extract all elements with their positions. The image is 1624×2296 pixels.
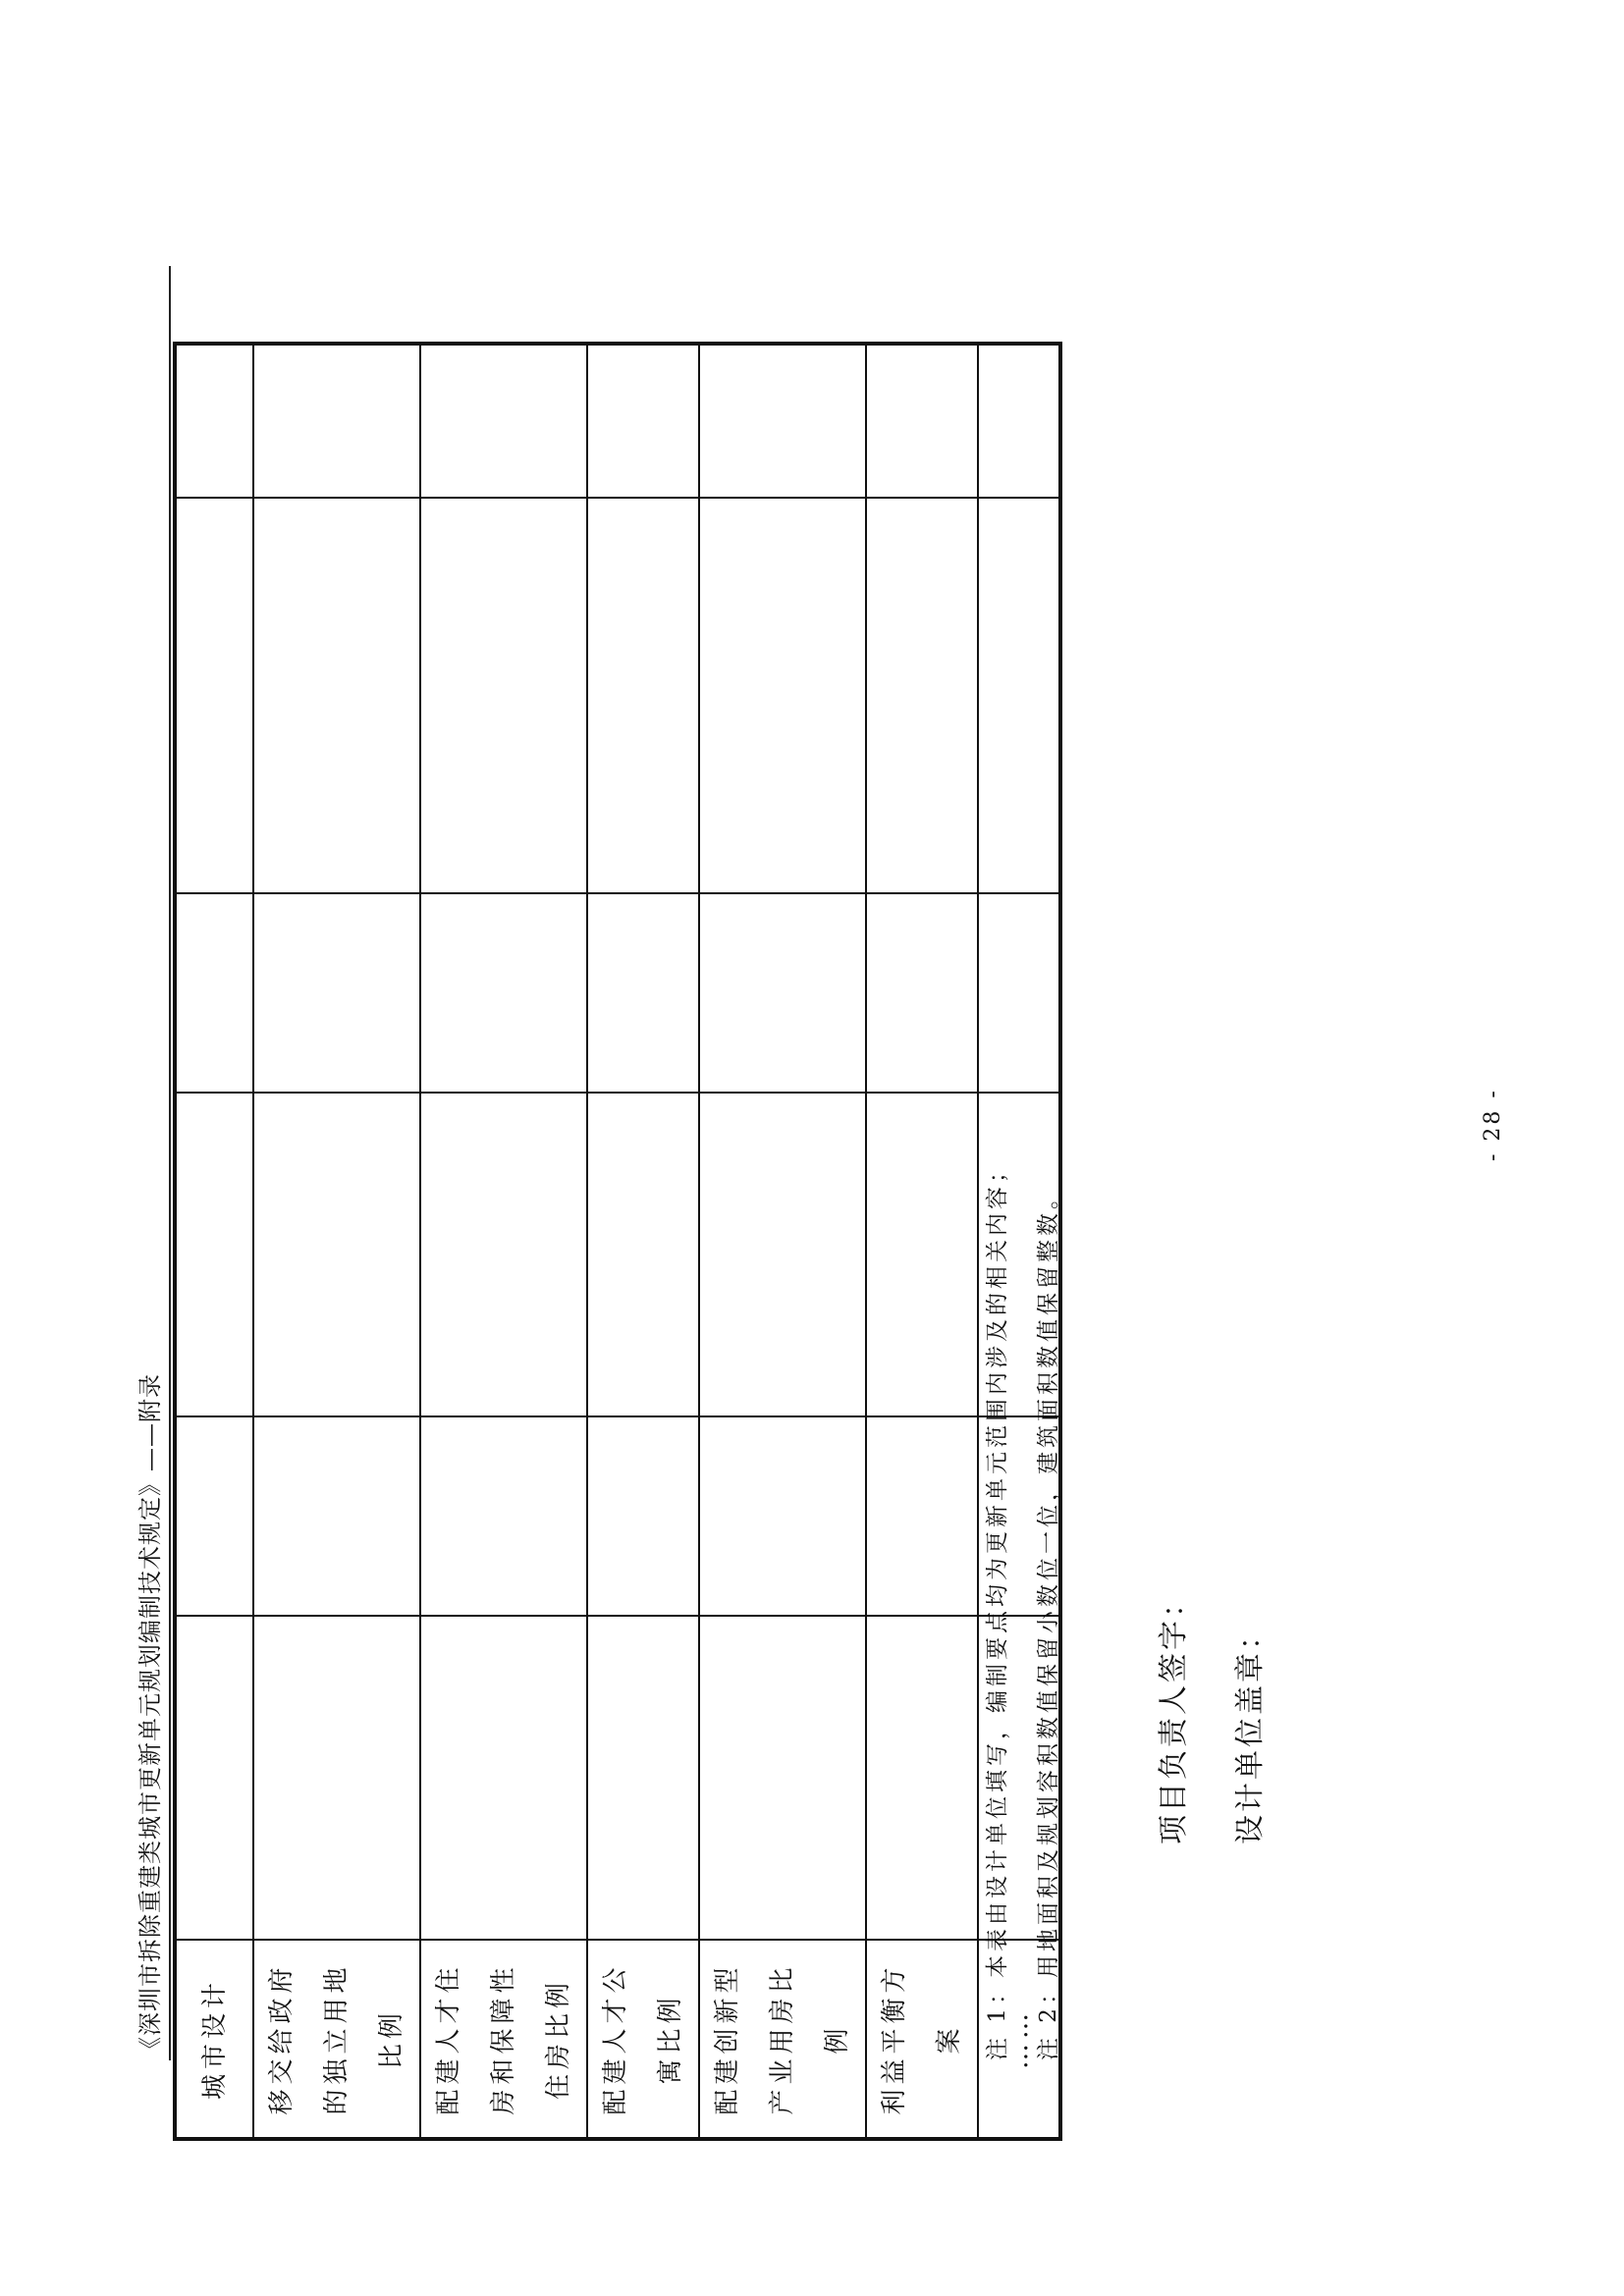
header-divider [169, 266, 171, 2060]
table-cell [587, 498, 699, 893]
table-cell [420, 498, 587, 893]
table-cell [699, 1093, 866, 1416]
table-cell [175, 498, 253, 893]
table-cell [866, 1616, 978, 1940]
table-cell [866, 1093, 978, 1416]
table-cell [587, 1093, 699, 1416]
row-label-urban-design: 城市设计 [175, 1940, 253, 2139]
table-cell [978, 344, 1060, 498]
table-cell [253, 344, 420, 498]
row-label-industrial-space: 配建创新型产业用房比例 [699, 1940, 866, 2139]
table-cell [175, 893, 253, 1093]
table-cell [587, 344, 699, 498]
table-row [420, 344, 587, 2139]
table-cell [175, 344, 253, 498]
table-cell [866, 893, 978, 1093]
page-header: 《深圳市拆除重建类城市更新单元规划编制技术规定》——附录 [136, 1373, 164, 2060]
row-label-talent-apartment: 配建人才公寓比例 [587, 1940, 699, 2139]
table-cell [699, 1616, 866, 1940]
table-cell [866, 344, 978, 498]
design-unit-seal-label: 设计单位盖章： [1233, 1618, 1268, 1844]
table-row [587, 344, 699, 2139]
table-cell [420, 1416, 587, 1616]
table-cell [253, 893, 420, 1093]
table-cell [253, 1616, 420, 1940]
table-cell [253, 1093, 420, 1416]
project-lead-signature-label: 项目负责人签字： [1157, 1585, 1191, 1844]
table-cell [978, 893, 1060, 1093]
table-row [253, 344, 420, 2139]
table-row [866, 344, 978, 2139]
table-row [175, 344, 253, 2139]
table-row [699, 344, 866, 2139]
table-cell [420, 344, 587, 498]
table-cell [866, 498, 978, 893]
notes-block [978, 1156, 1080, 2060]
note-2: 注 2：用地面积及规划容积数值保留小数位一位，建筑面积数值保留整数。 [1036, 1183, 1061, 2060]
table-cell [253, 498, 420, 893]
data-table [173, 342, 1062, 2141]
table-cell [587, 1416, 699, 1616]
table-cell [699, 893, 866, 1093]
table-cell [175, 1093, 253, 1416]
table-cell [587, 1616, 699, 1940]
table-cell [978, 498, 1060, 893]
table-cell [420, 893, 587, 1093]
row-label-government-land: 移交给政府的独立用地比例 [253, 1940, 420, 2139]
row-label-benefit-balance: 利益平衡方案 [866, 1940, 978, 2139]
table-cell [175, 1416, 253, 1616]
table-cell [699, 1416, 866, 1616]
row-label-ellipsis: …… [978, 1940, 1060, 2139]
table-cell [699, 344, 866, 498]
page-number: - 28 - [1481, 1088, 1505, 1161]
table-cell [587, 893, 699, 1093]
table-cell [420, 1616, 587, 1940]
note-1: 注 1：本表由设计单位填写，编制要点均为更新单元范围内涉及的相关内容； [985, 1156, 1010, 2060]
table-cell [699, 498, 866, 893]
table-cell [866, 1416, 978, 1616]
row-label-talent-housing: 配建人才住房和保障性住房比例 [420, 1940, 587, 2139]
table-cell [420, 1093, 587, 1416]
table-cell [175, 1616, 253, 1940]
table-cell [253, 1416, 420, 1616]
